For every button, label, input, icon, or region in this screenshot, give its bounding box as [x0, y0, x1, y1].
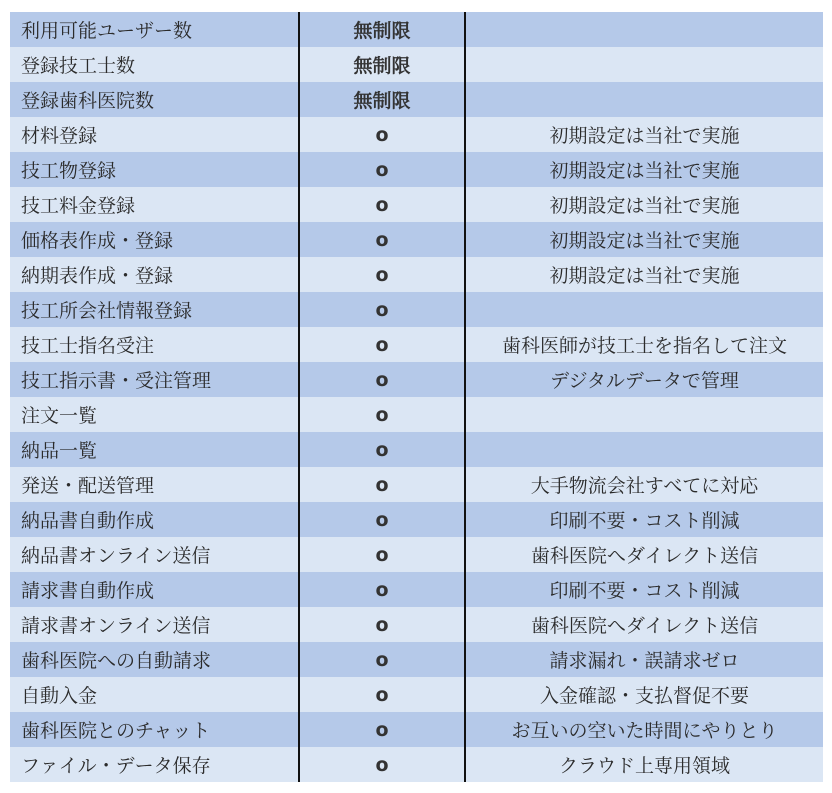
table-row	[10, 222, 823, 257]
availability-cell: o	[300, 257, 466, 292]
note-cell: 歯科医師が技工士を指名して注文	[501, 335, 787, 357]
table-row	[10, 502, 823, 537]
availability-cell: o	[300, 327, 466, 362]
availability-cell: 無制限	[300, 47, 466, 82]
availability-cell: o	[300, 502, 466, 537]
note-cell	[466, 292, 823, 327]
table-row	[10, 257, 823, 292]
table-row	[10, 362, 823, 397]
note-cell	[466, 47, 823, 82]
note-cell	[466, 397, 823, 432]
availability-cell: o	[300, 537, 466, 572]
note-cell: 初期設定は当社で実施	[549, 265, 740, 287]
availability-cell: o	[300, 152, 466, 187]
table-row	[10, 712, 823, 747]
note-cell: 初期設定は当社で実施	[549, 195, 740, 217]
feature-name-cell: 登録技工士数	[10, 47, 300, 82]
feature-name-cell: 技工士指名受注	[10, 327, 300, 362]
note-cell: 請求漏れ・誤請求ゼロ	[549, 650, 740, 672]
feature-name-cell: 技工所会社情報登録	[10, 292, 300, 327]
table-row	[10, 12, 823, 47]
table-row	[10, 677, 823, 712]
table-row	[10, 187, 823, 222]
feature-name-cell: 納品書自動作成	[10, 502, 300, 537]
table-row	[10, 607, 823, 642]
note-cell: 初期設定は当社で実施	[549, 160, 740, 182]
feature-name-cell: 発送・配送管理	[10, 467, 300, 502]
note-cell: 大手物流会社すべてに対応	[530, 475, 759, 497]
note-cell: 歯科医院へダイレクト送信	[530, 615, 759, 637]
availability-cell: o	[300, 397, 466, 432]
availability-cell: o	[300, 432, 466, 467]
feature-name-cell: 価格表作成・登録	[10, 222, 300, 257]
table-row	[10, 642, 823, 677]
feature-name-cell: 納品書オンライン送信	[10, 537, 300, 572]
availability-cell: o	[300, 642, 466, 677]
availability-cell: o	[300, 292, 466, 327]
table-row	[10, 467, 823, 502]
note-cell	[466, 432, 823, 467]
table-row	[10, 152, 823, 187]
note-cell	[466, 82, 823, 117]
feature-name-cell: ファイル・データ保存	[10, 747, 300, 782]
note-cell: 初期設定は当社で実施	[549, 125, 740, 147]
feature-name-cell: 自動入金	[10, 677, 300, 712]
table-row	[10, 397, 823, 432]
availability-cell: o	[300, 187, 466, 222]
feature-name-cell: 請求書オンライン送信	[10, 607, 300, 642]
availability-cell: o	[300, 712, 466, 747]
note-cell: 印刷不要・コスト削減	[549, 580, 740, 602]
table-row	[10, 117, 823, 152]
note-cell: デジタルデータで管理	[550, 370, 739, 392]
feature-name-cell: 利用可能ユーザー数	[10, 12, 300, 47]
table-row	[10, 82, 823, 117]
feature-name-cell: 技工物登録	[10, 152, 300, 187]
feature-table	[10, 12, 823, 782]
feature-name-cell: 技工料金登録	[10, 187, 300, 222]
table-row	[10, 327, 823, 362]
availability-cell: 無制限	[300, 12, 466, 47]
feature-name-cell: 納品一覧	[10, 432, 300, 467]
note-cell: お互いの空いた時間にやりとり	[511, 720, 778, 742]
note-cell: 歯科医院へダイレクト送信	[530, 545, 759, 567]
note-cell: 印刷不要・コスト削減	[549, 510, 740, 532]
note-cell: 入金確認・支払督促不要	[539, 685, 749, 707]
note-cell: 初期設定は当社で実施	[549, 230, 740, 252]
availability-cell: o	[300, 222, 466, 257]
feature-name-cell: 技工指示書・受注管理	[10, 362, 300, 397]
table-row	[10, 747, 823, 782]
availability-cell: o	[300, 467, 466, 502]
feature-name-cell: 材料登録	[10, 117, 300, 152]
availability-cell: o	[300, 572, 466, 607]
table-row	[10, 432, 823, 467]
table-row	[10, 292, 823, 327]
table-row	[10, 537, 823, 572]
table-row	[10, 572, 823, 607]
table-row	[10, 47, 823, 82]
availability-cell: o	[300, 117, 466, 152]
availability-cell: o	[300, 607, 466, 642]
feature-name-cell: 納期表作成・登録	[10, 257, 300, 292]
note-cell: クラウド上専用領域	[558, 755, 730, 777]
feature-name-cell: 注文一覧	[10, 397, 300, 432]
availability-cell: o	[300, 677, 466, 712]
note-cell	[466, 12, 823, 47]
feature-name-cell: 歯科医院への自動請求	[10, 642, 300, 677]
availability-cell: o	[300, 747, 466, 782]
feature-name-cell: 歯科医院とのチャット	[10, 712, 300, 747]
feature-name-cell: 登録歯科医院数	[10, 82, 300, 117]
feature-name-cell: 請求書自動作成	[10, 572, 300, 607]
availability-cell: 無制限	[300, 82, 466, 117]
availability-cell: o	[300, 362, 466, 397]
